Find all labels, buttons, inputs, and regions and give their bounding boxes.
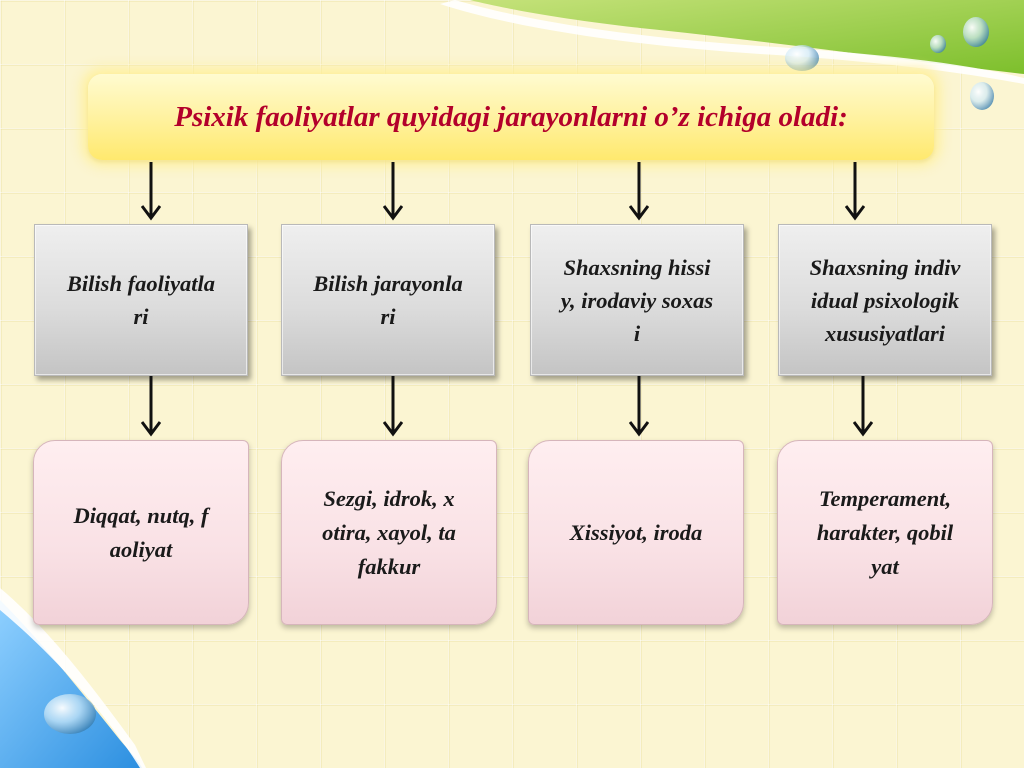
- category-label: Shaxsning hissi y, irodaviy soxas i: [560, 254, 714, 346]
- detail-label: Sezgi, idrok, x otira, xayol, ta fakkur: [322, 485, 456, 579]
- title-banner: [88, 74, 934, 160]
- detail-box-3: [528, 440, 744, 625]
- category-label: Shaxsning indiv idual psixologik xususiyatlari: [809, 254, 961, 346]
- arrow-down-icon: [845, 162, 865, 222]
- detail-label: Xissiyot, iroda: [569, 519, 703, 545]
- category-box-1: [34, 224, 248, 376]
- detail-box-2: [281, 440, 497, 625]
- detail-label: Diqqat, nutq, f aoliyat: [73, 502, 209, 562]
- arrow-down-icon: [629, 376, 649, 438]
- category-label: Bilish faoliyatla ri: [66, 271, 216, 329]
- arrow-down-icon: [141, 162, 161, 222]
- category-box-4: [778, 224, 992, 376]
- detail-box-1: [33, 440, 249, 625]
- arrow-down-icon: [629, 162, 649, 222]
- diagram-title: Psixik faoliyatlar quyidagi jarayonlarni o’z ichiga oladi:: [174, 100, 848, 133]
- detail-label: Temperament, harakter, qobil yat: [816, 485, 954, 579]
- category-box-3: [530, 224, 744, 376]
- arrow-down-icon: [383, 376, 403, 438]
- arrow-down-icon: [383, 162, 403, 222]
- detail-box-4: [777, 440, 993, 625]
- category-box-2: [281, 224, 495, 376]
- arrow-down-icon: [853, 376, 873, 438]
- arrow-down-icon: [141, 376, 161, 438]
- category-label: Bilish jarayonla ri: [313, 271, 463, 329]
